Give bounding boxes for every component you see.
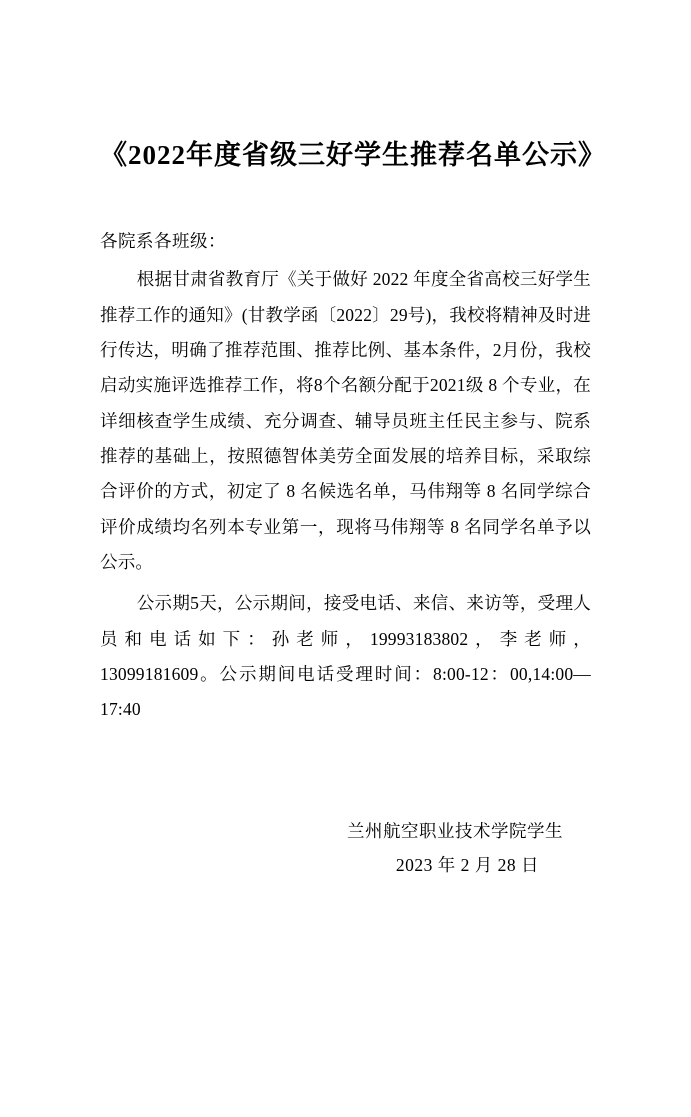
signature-block (100, 814, 591, 882)
body-paragraph-1: 根据甘肃省教育厅《关于做好 2022 年度全省高校三好学生推荐工作的通知》(甘教学函〔2022〕29号)，我校将精神及时进行传达，明确了推荐范围、推荐比例、基本条件，2月份，我校启动实施评选推荐工作，将8个名额分配于2021级 8 个专业，在详细核查学生成绩、充分调查、辅导员班主任民主参与、院系推荐的基础上，按照德智体美劳全面发展的培养目标，采取综合评价的方式，初定了 8 名候选名单，马伟翔等 8 名同学综合评价成绩均名列本专业第一，现将马伟翔等 8 名同学名单予以公示。 (100, 269, 591, 573)
document-page (0, 138, 691, 1117)
body-paragraph-2: 公示期5天，公示期间，接受电话、来信、来访等，受理人员和电话如下：孙老师，19993183802，李老师，13099181609。公示期间电话受理时间：8:00-12：00,14:00—17:40 (100, 593, 591, 720)
salutation: 各院系各班级： (100, 231, 226, 252)
signature-organization: 兰州航空职业技术学院学生 (347, 820, 563, 841)
signature-date: 2023 年 2 月 28 日 (395, 854, 539, 875)
page-title: 《2022年度省级三好学生推荐名单公示》 (100, 140, 606, 170)
